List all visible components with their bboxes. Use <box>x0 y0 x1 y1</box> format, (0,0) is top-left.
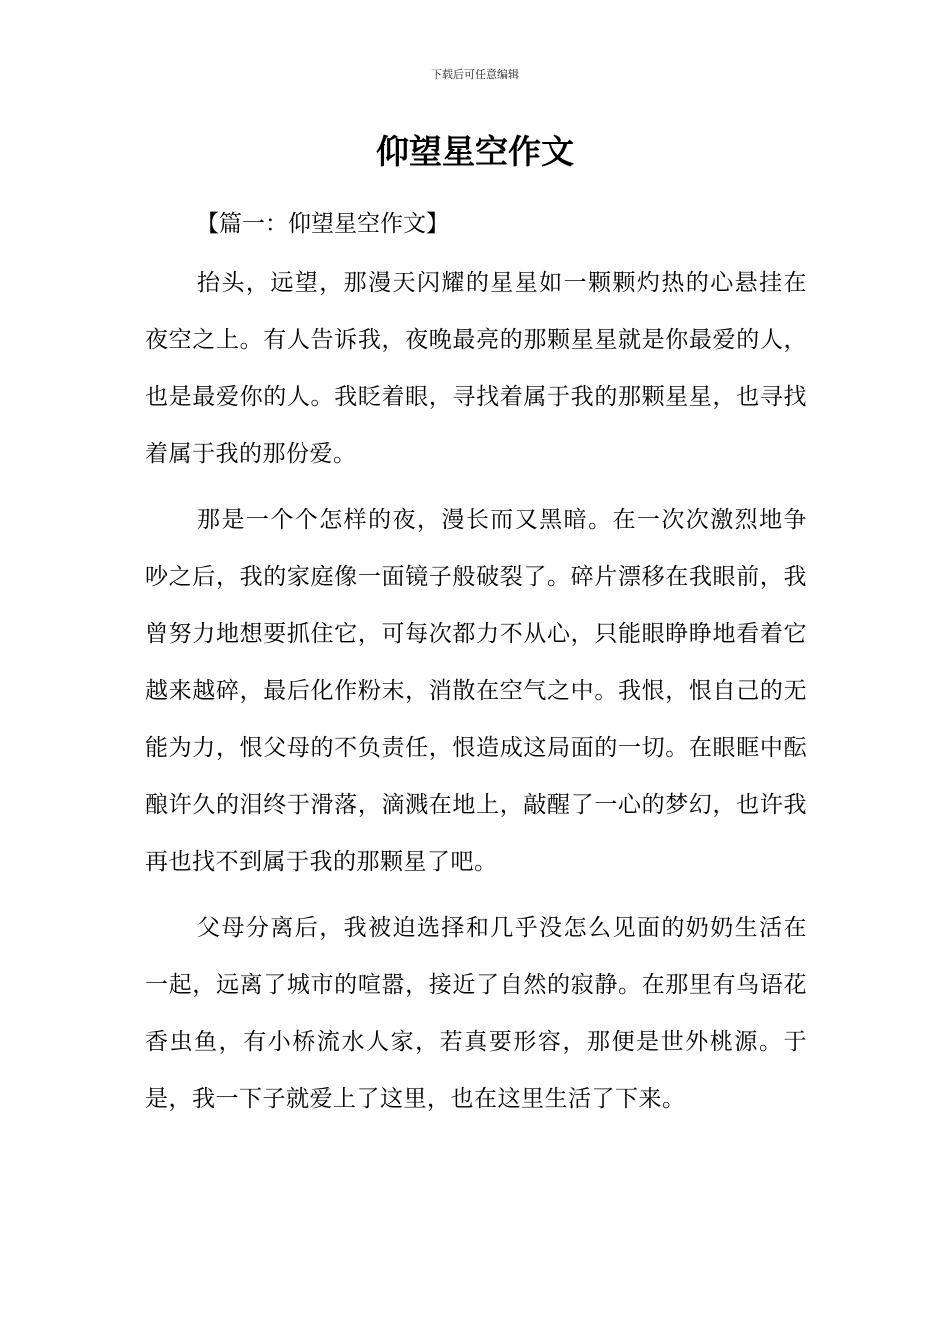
paragraph: 抬头，远望，那漫天闪耀的星星如一颗颗灼热的心悬挂在夜空之上。有人告诉我，夜晚最亮的那颗星星就是你最爱的人，也是最爱你的人。我眨着眼，寻找着属于我的那颗星星，也寻找着属于我的那份爱。 <box>145 270 807 467</box>
paragraph: 那是一个个怎样的夜，漫长而又黑暗。在一次次激烈地争吵之后，我的家庭像一面镜子般破裂了。碎片漂移在我眼前，我曾努力地想要抓住它，可每次都力不从心，只能眼睁睁地看着它越来越碎，最后化作粉末，消散在空气之中。我恨，恨自己的无能为力，恨父母的不负责任，恨造成这局面的一切。在眼眶中酝酿许久的泪终于滑落，滴溅在地上，敲醒了一心的梦幻，也许我再也找不到属于我的那颗星了吧。 <box>145 507 807 875</box>
document-body <box>145 200 807 1128</box>
section-heading: 【篇一：仰望星空作文】 <box>196 211 449 237</box>
paragraph: 父母分离后，我被迫选择和几乎没怎么见面的奶奶生活在一起，远离了城市的喧嚣，接近了自然的寂静。在那里有鸟语花香虫鱼，有小桥流水人家，若真要形容，那便是世外桃源。于是，我一下子就爱上了这里，也在这里生活了下来。 <box>145 915 807 1112</box>
page-header-note: 下载后可任意编辑 <box>431 68 519 81</box>
document-title: 仰望星空作文 <box>376 132 574 171</box>
